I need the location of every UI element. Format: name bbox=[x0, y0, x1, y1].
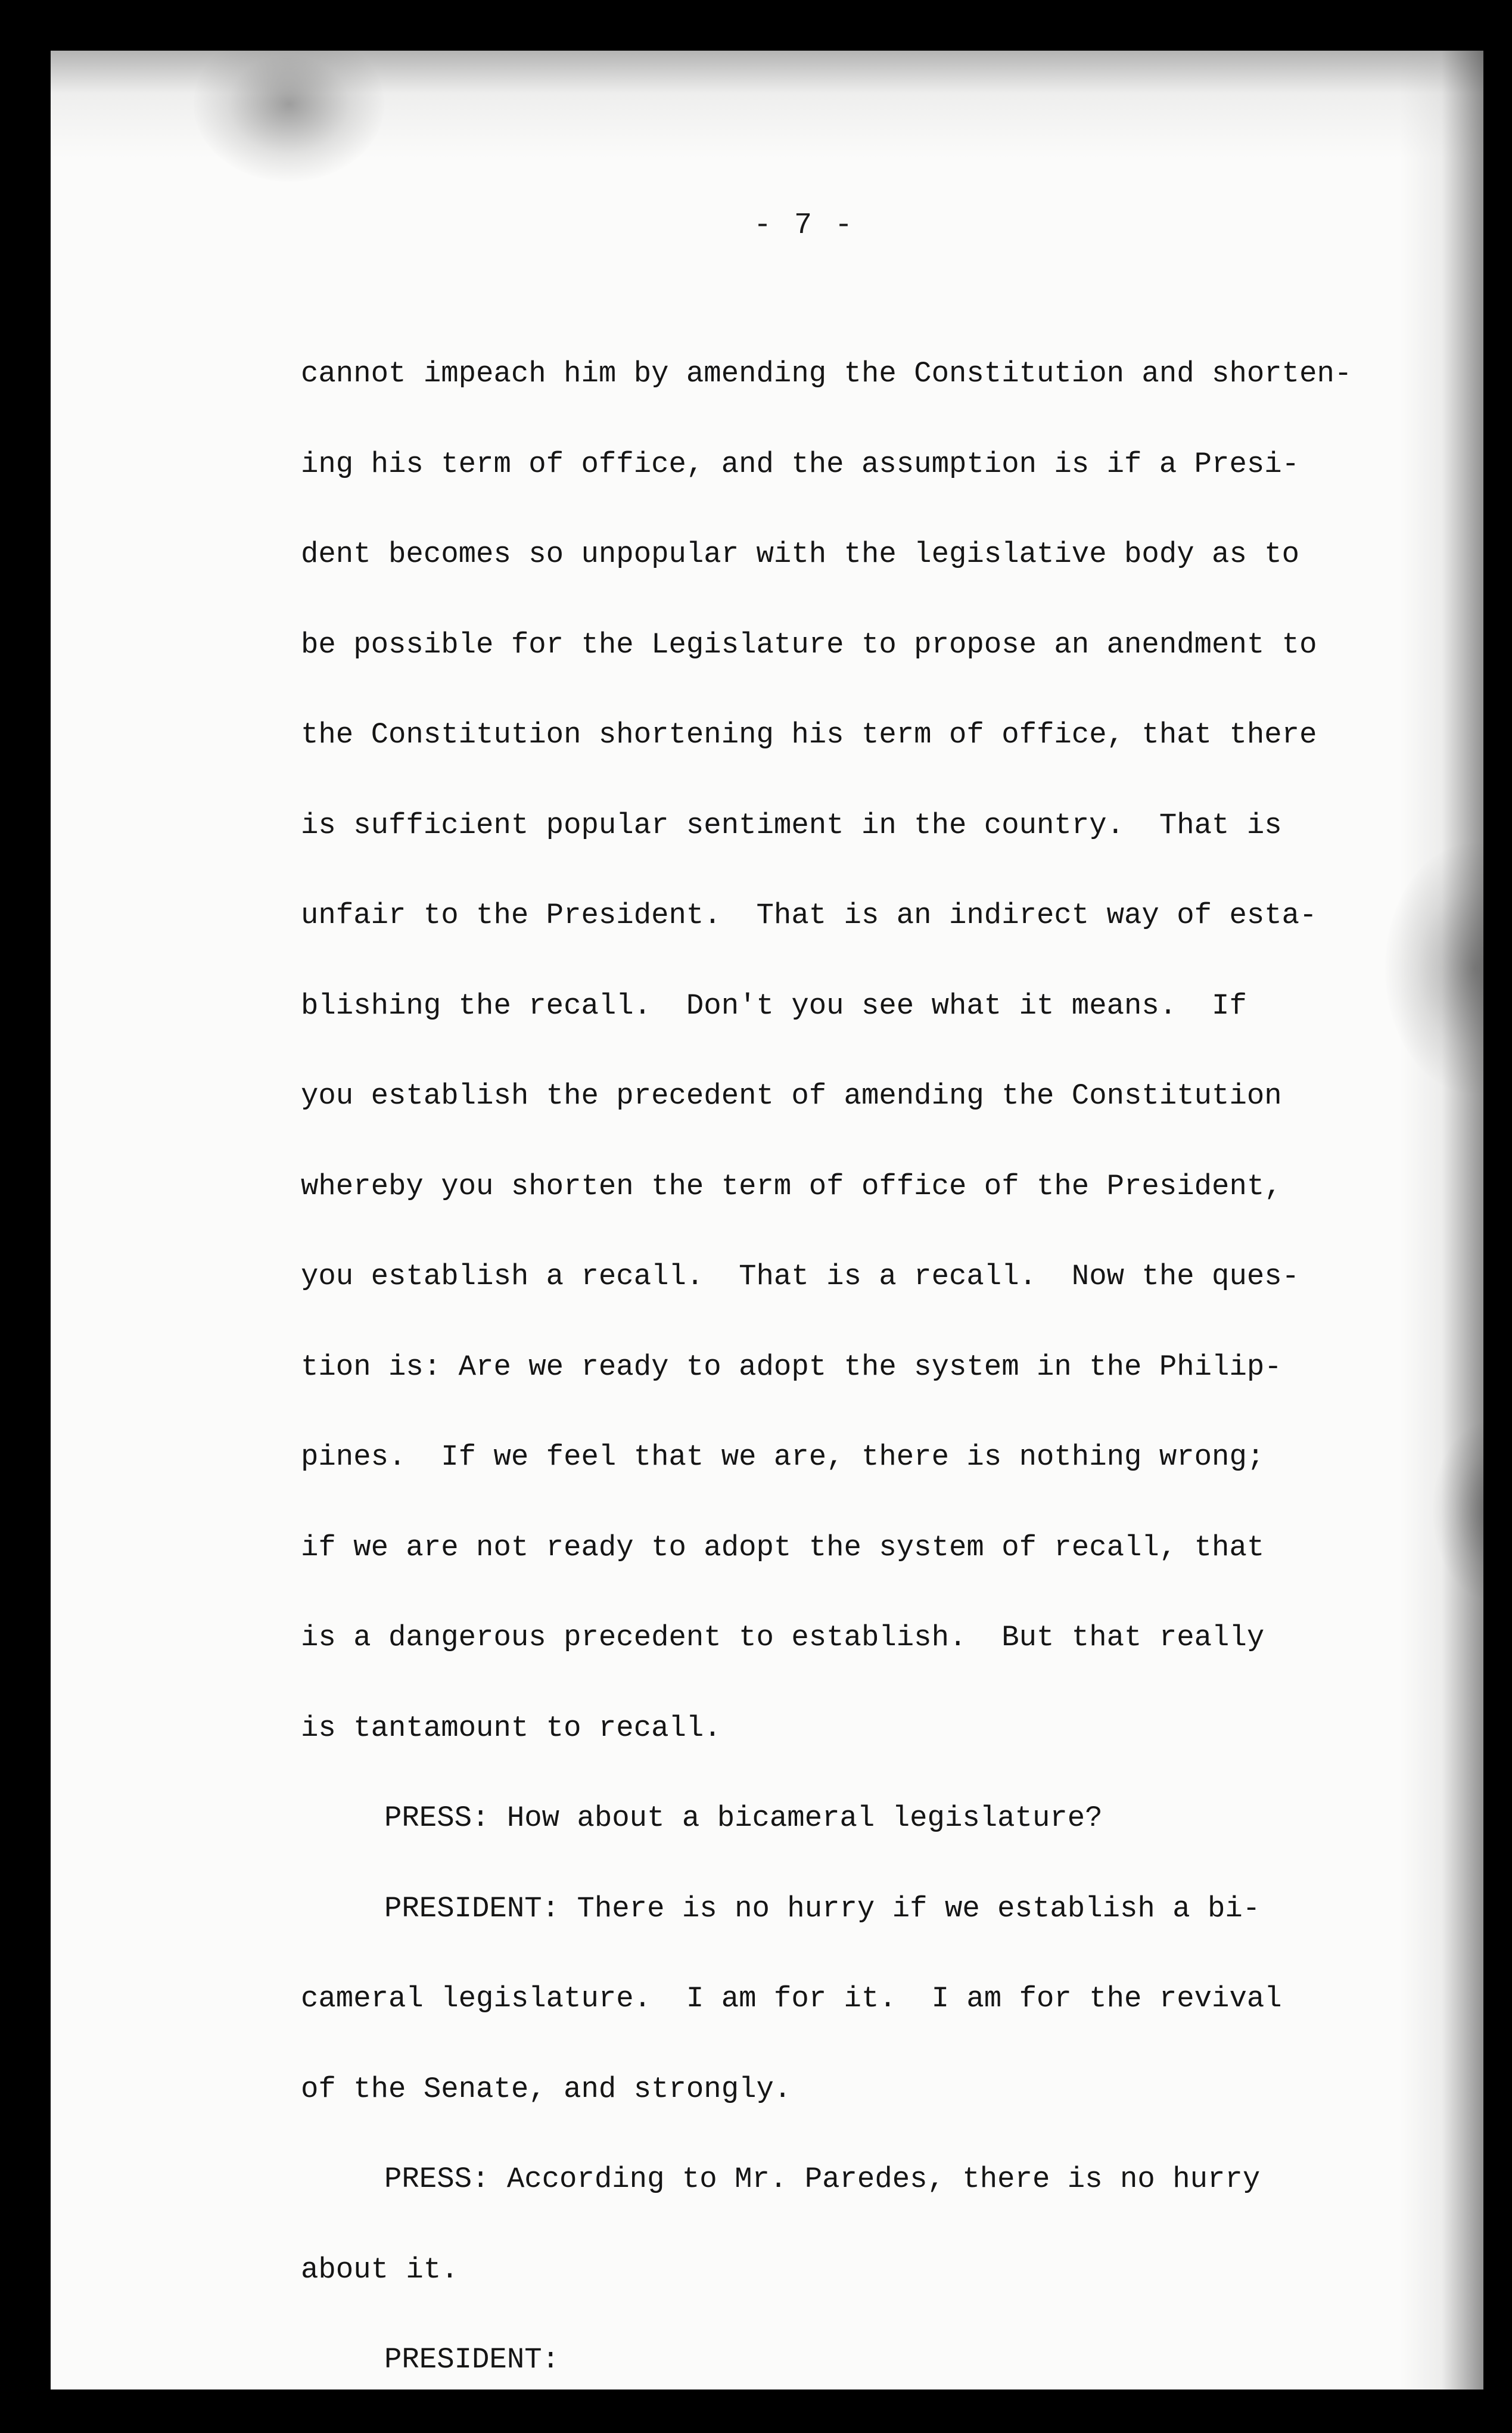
text-line: is sufficient popular sentiment in the country. That is bbox=[301, 809, 1282, 842]
text-line: the Constitution shortening his term of office, that there bbox=[301, 718, 1317, 751]
text-line: unfair to the President. That is an indirect way of esta- bbox=[301, 899, 1317, 932]
top-left-smudge bbox=[194, 51, 384, 182]
press-question-line: PRESS: How about a bicameral legislature? bbox=[384, 1801, 1103, 1835]
text-line: you establish a recall. That is a recall. Now the ques- bbox=[301, 1260, 1300, 1293]
text-line: ing his term of office, and the assumption is if a Presi- bbox=[301, 448, 1300, 481]
text-line: cannot impeach him by amending the Constitution and shorten- bbox=[301, 357, 1352, 390]
page-number: - 7 - bbox=[753, 209, 855, 243]
document-page bbox=[51, 51, 1483, 2390]
text-line: cameral legislature. I am for it. I am for the revival bbox=[301, 1982, 1282, 2015]
text-line: tion is: Are we ready to adopt the system in the Philip- bbox=[301, 1350, 1282, 1384]
text-line: whereby you shorten the term of office of the President, bbox=[301, 1170, 1282, 1203]
right-edge-smudge bbox=[1385, 843, 1483, 1093]
president-speaker-line: PRESIDENT: bbox=[384, 2343, 560, 2376]
text-line: if we are not ready to adopt the system of recall, that bbox=[301, 1531, 1265, 1564]
right-edge-smudge-2 bbox=[1433, 1421, 1483, 1600]
president-answer-line: PRESIDENT: There is no hurry if we establish a bi- bbox=[384, 1892, 1261, 1925]
text-line: is tantamount to recall. bbox=[301, 1711, 721, 1745]
text-line: pines. If we feel that we are, there is nothing wrong; bbox=[301, 1440, 1265, 1474]
text-line: of the Senate, and strongly. bbox=[301, 2072, 792, 2106]
text-line: about it. bbox=[301, 2253, 459, 2286]
text-line: is a dangerous precedent to establish. But that really bbox=[301, 1621, 1265, 1654]
text-line: be possible for the Legislature to propose an anendment to bbox=[301, 628, 1317, 661]
text-line: blishing the recall. Don't you see what it means. If bbox=[301, 989, 1247, 1023]
press-question-line: PRESS: According to Mr. Paredes, there is no hurry bbox=[384, 2162, 1261, 2196]
text-line: dent becomes so unpopular with the legislative body as to bbox=[301, 537, 1300, 571]
text-line: you establish the precedent of amending the Constitution bbox=[301, 1079, 1282, 1113]
